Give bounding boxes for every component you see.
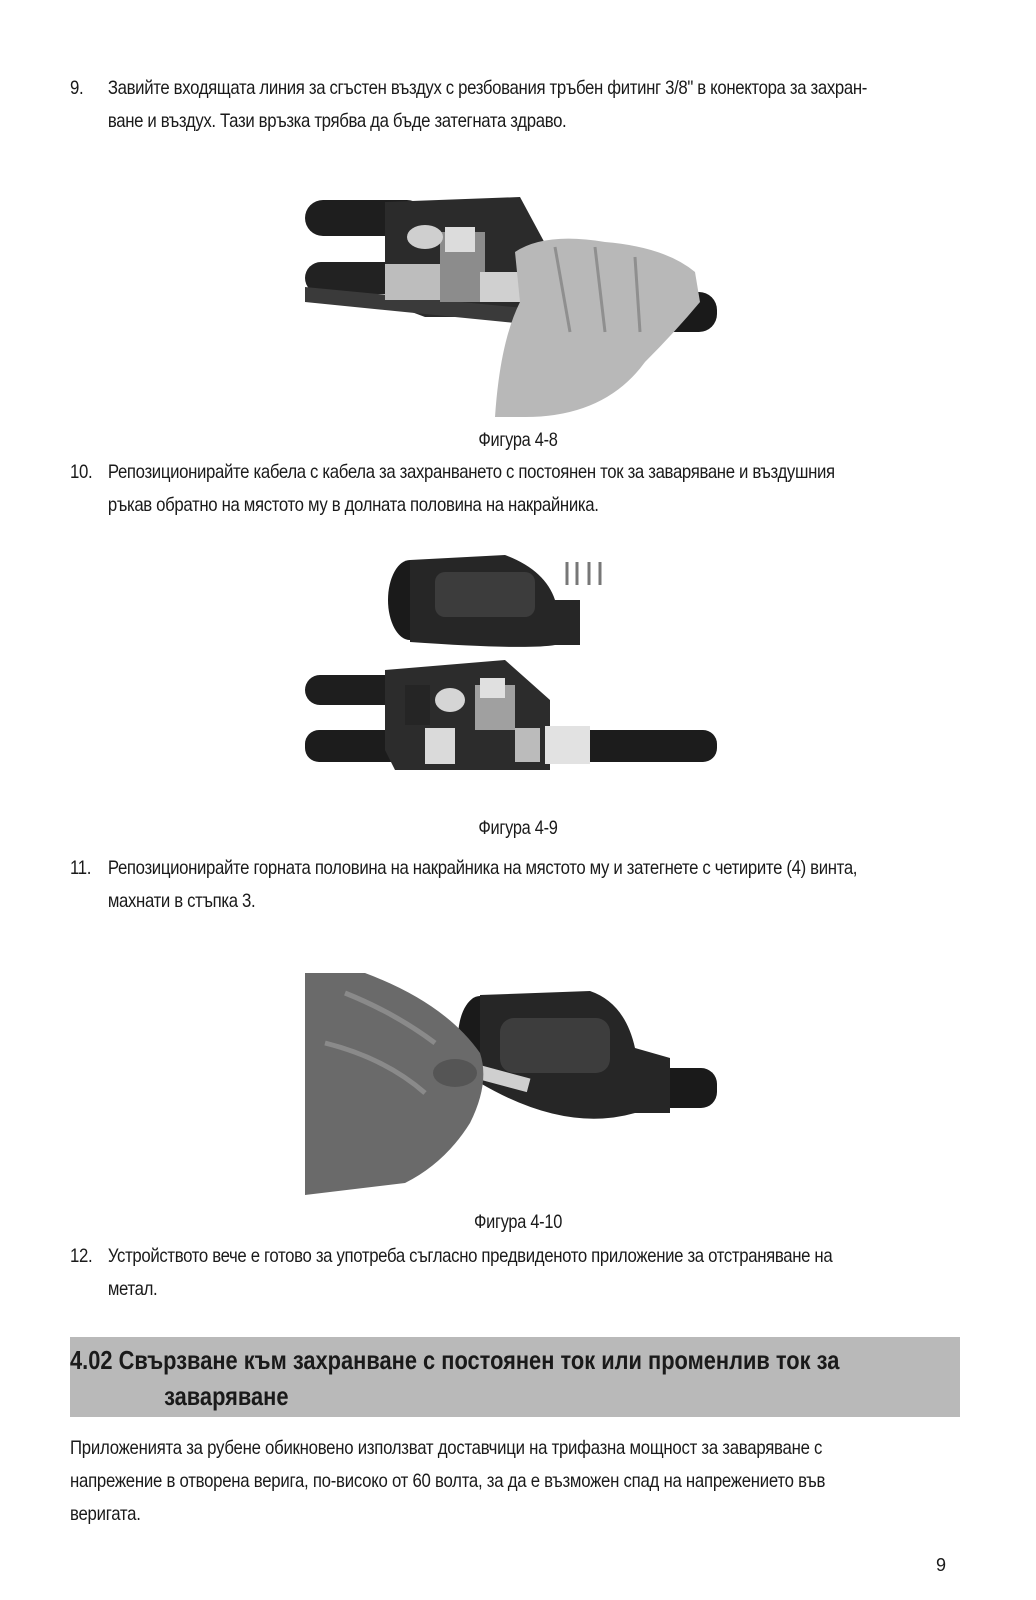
section-paragraph xyxy=(70,1432,973,1531)
section-title-line: заваряване xyxy=(164,1381,289,1411)
step-text-line: махнати в стъпка 3. xyxy=(107,890,256,912)
step-text-line: метал. xyxy=(107,1278,158,1300)
step-text-line: Устройството вече е готово за употреба съгласно предвиденото приложение за отстраняване на xyxy=(107,1245,833,1267)
page-number: 9 xyxy=(936,1555,947,1575)
paragraph-line: напрежение в отворена верига, по-високо от 60 волта, за да е възможен спад на напрежението във xyxy=(70,1470,826,1492)
step-number: 11. xyxy=(70,857,92,879)
section-title xyxy=(70,1342,960,1414)
figure-caption: Фигура 4-9 xyxy=(478,818,558,839)
step-text-line: Репозиционирайте кабела с кабела за захранването с постоянен ток за заваряване и въздушния xyxy=(107,461,835,483)
figure-4-10-photo xyxy=(305,973,717,1195)
figure-caption: Фигура 4-10 xyxy=(473,1212,563,1233)
paragraph-line: веригата. xyxy=(70,1503,141,1525)
step-text-line: ване и въздух. Тази връзка трябва да бъде затегната здраво. xyxy=(107,110,567,132)
step-number: 9. xyxy=(70,77,84,99)
step-text-line: Завийте входящата линия за сгъстен въздух с резбования тръбен фитинг 3/8" в конектора за захран- xyxy=(107,77,867,99)
step-text-line: ръкав обратно на мястото му в долната половина на накрайника. xyxy=(107,494,599,516)
section-title-line: 4.02 Свързване към захранване с постоянен ток или променлив ток за xyxy=(70,1345,840,1375)
step-number: 12. xyxy=(70,1245,93,1267)
figure-4-8-photo xyxy=(305,192,717,417)
step-text-line: Репозиционирайте горната половина на накрайника на мястото му и затегнете с четирите (4) винта, xyxy=(107,857,858,879)
figure-4-9-photo xyxy=(305,550,717,780)
step-number: 10. xyxy=(70,461,93,483)
paragraph-line: Приложенията за рубене обикновено използват доставчици на трифазна мощност за заваряване с xyxy=(70,1437,823,1459)
figure-caption: Фигура 4-8 xyxy=(478,430,558,451)
